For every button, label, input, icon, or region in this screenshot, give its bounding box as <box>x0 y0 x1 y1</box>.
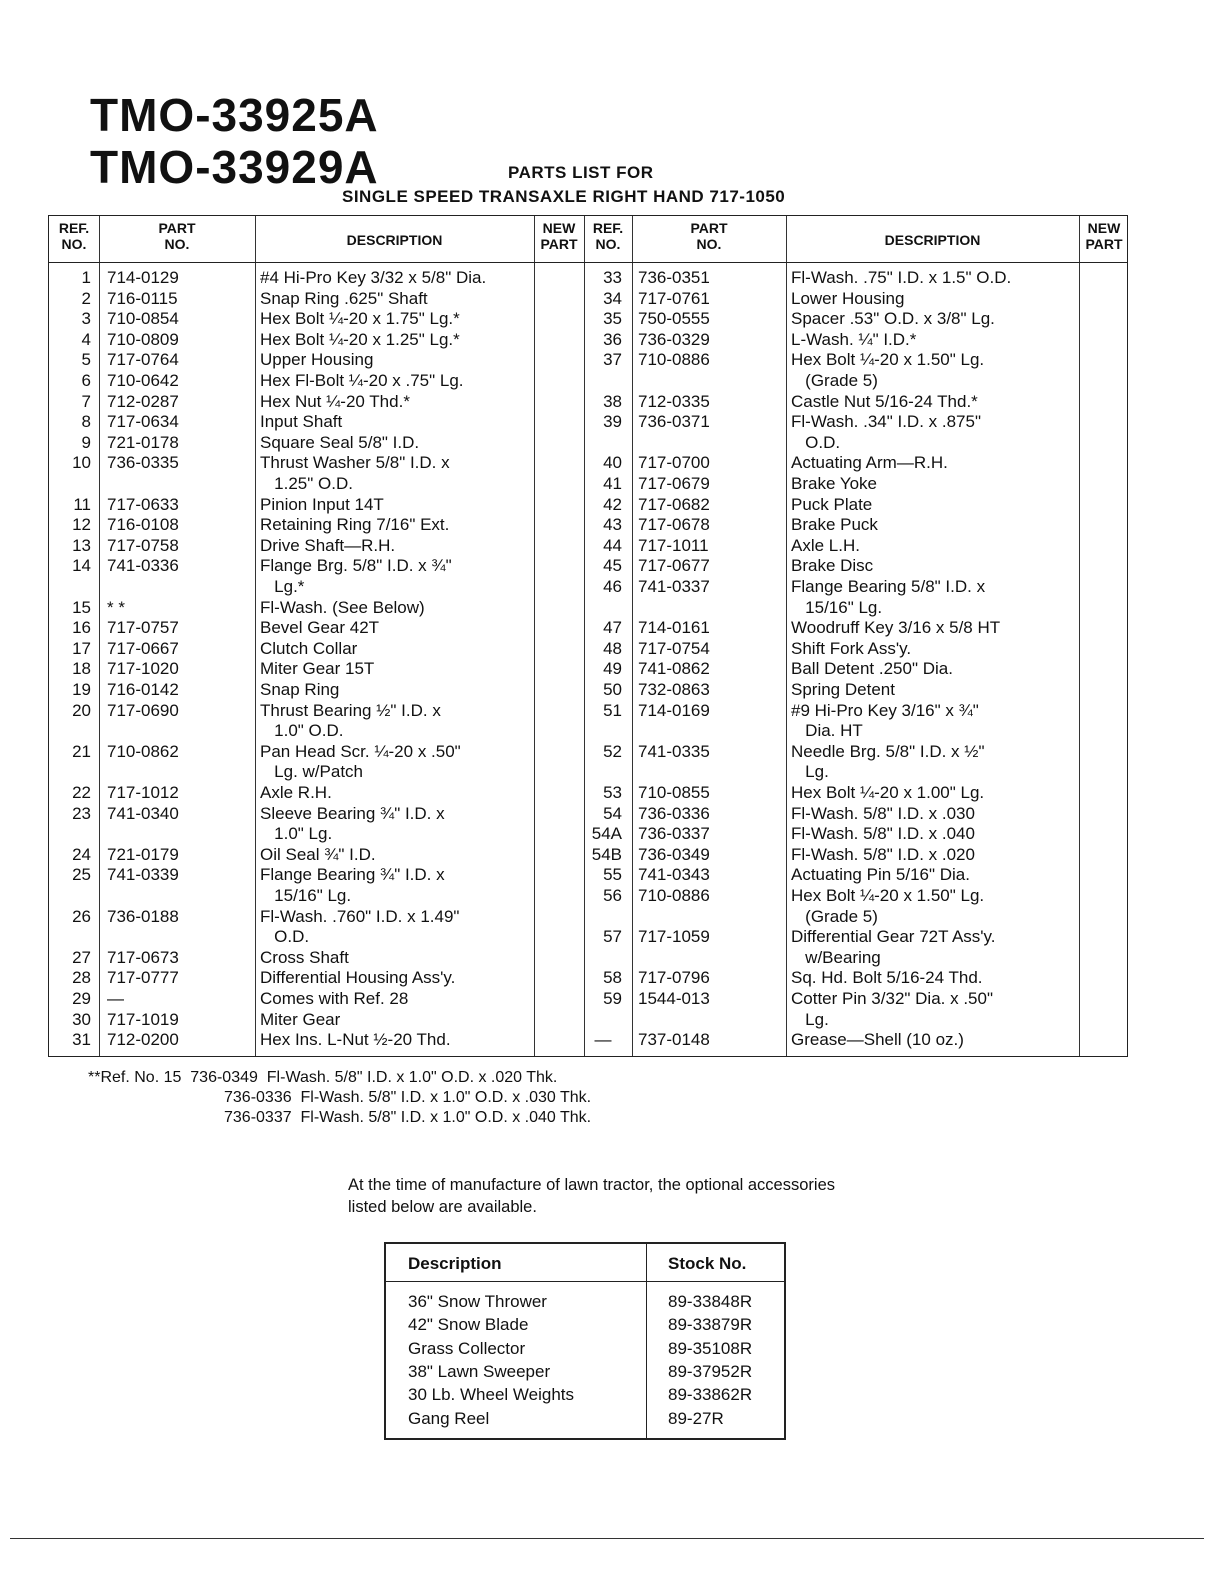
ref-no-cell: 20 <box>72 700 91 720</box>
part-no-cell: 717-0764 <box>107 350 179 370</box>
part-no-cell: 717-1059 <box>638 927 710 947</box>
ref-no-cell: 33 <box>603 268 622 287</box>
accessory-description: 36" Snow Thrower <box>408 1292 547 1311</box>
part-no-cell: 721-0178 <box>107 432 179 452</box>
part-no-cell: 736-0188 <box>107 906 179 926</box>
accessory-stock-no: 89-33848R <box>668 1292 753 1311</box>
ref-no-cell: 19 <box>72 680 91 699</box>
description-cell: Fl-Wash. .34" I.D. x .875" <box>791 412 981 432</box>
ref-no-cell: 15 <box>72 597 91 617</box>
parts-list-subtitle: PARTS LIST FOR <box>508 163 654 182</box>
header-description: DESCRIPTION <box>884 232 981 248</box>
ref-no-cell: 43 <box>603 515 622 535</box>
ref-no-cell: 54 <box>603 803 622 823</box>
description-cell: Cross Shaft <box>260 947 349 967</box>
ref-no-cell: 6 <box>81 371 91 390</box>
description-cell: Actuating Pin 5/16" Dia. <box>791 865 970 885</box>
column-divider <box>646 1244 647 1438</box>
ref-no-cell: 46 <box>603 577 622 596</box>
ref-no-cell: 28 <box>72 968 91 988</box>
description-cell: Brake Puck <box>791 515 878 535</box>
part-no-cell: 741-0343 <box>638 865 710 885</box>
footnote-line: 736-0336 Fl-Wash. 5/8" I.D. x 1.0" O.D. x .030 Thk. <box>224 1089 592 1106</box>
ref-no-cell: 55 <box>603 865 622 885</box>
ref-no-cell: 24 <box>72 844 91 864</box>
ref-no-cell: 34 <box>603 288 622 308</box>
ref-no-cell: 47 <box>603 618 622 638</box>
part-no-cell: 712-0287 <box>107 391 179 411</box>
description-cell: Cotter Pin 3/32" Dia. x .50" <box>791 989 993 1008</box>
part-no-cell: 716-0108 <box>107 515 179 535</box>
description-cell: Hex Fl-Bolt ¼-20 x .75" Lg. <box>260 371 464 390</box>
header-stock-no: Stock No. <box>668 1254 747 1273</box>
description-cell: Differential Housing Ass'y. <box>260 968 456 988</box>
accessory-description: 42" Snow Blade <box>408 1315 529 1335</box>
part-no-cell: 716-0115 <box>107 288 178 308</box>
ref-no-cell: 8 <box>81 412 91 432</box>
description-cell: 1.25" O.D. <box>260 474 353 493</box>
ref-no-cell: 58 <box>603 968 622 988</box>
description-cell: Fl-Wash. 5/8" I.D. x .020 <box>791 844 975 864</box>
description-cell: Woodruff Key 3/16 x 5/8 HT <box>791 618 1001 638</box>
description-cell: Fl-Wash. (See Below) <box>260 597 425 617</box>
description-cell: Differential Gear 72T Ass'y. <box>791 927 996 947</box>
description-cell: Square Seal 5/8" I.D. <box>260 432 420 452</box>
part-no-cell: 717-0690 <box>107 700 179 720</box>
ref-no-cell: 40 <box>603 453 622 473</box>
ref-no-cell: 14 <box>72 556 91 576</box>
ref-no-cell: 35 <box>603 309 622 329</box>
part-no-cell: 741-0340 <box>107 803 179 823</box>
ref-no-cell: 36 <box>603 329 622 349</box>
part-no-cell: 717-0679 <box>638 474 710 493</box>
part-no-cell: 717-0761 <box>638 288 710 308</box>
header-rule <box>386 1281 784 1282</box>
ref-no-cell: 2 <box>81 288 91 308</box>
ref-no-cell: 7 <box>81 391 91 411</box>
description-cell: L-Wash. ¼" I.D.* <box>791 329 917 349</box>
ref-no-cell: 49 <box>603 659 622 679</box>
accessories-intro: At the time of manufacture of lawn tractor, the optional accessories listed below are available. <box>348 1176 835 1216</box>
description-cell: Input Shaft <box>260 412 343 432</box>
part-no-cell: 717-0677 <box>638 556 710 576</box>
header-new-part: NEW PART <box>1085 220 1123 252</box>
model-title-2: TMO-33929A <box>90 141 379 193</box>
ref-no-cell: 5 <box>81 350 91 370</box>
description-cell: Hex Ins. L-Nut ½-20 Thd. <box>260 1030 451 1050</box>
ref-no-cell: 10 <box>72 453 91 473</box>
header-ref-no: REF. NO. <box>592 220 624 252</box>
description-cell: Shift Fork Ass'y. <box>791 638 912 658</box>
ref-no-cell: 41 <box>603 474 622 493</box>
ref-no-cell: 38 <box>603 391 622 411</box>
column-divider <box>534 216 535 1056</box>
ref-no-cell: 23 <box>72 803 91 823</box>
column-divider <box>1079 216 1080 1056</box>
description-cell: Flange Brg. 5/8" I.D. x ¾" <box>260 556 452 576</box>
description-cell: Fl-Wash. 5/8" I.D. x .040 <box>791 824 975 844</box>
ref-no-cell: 59 <box>603 989 622 1008</box>
part-no-cell: 736-0349 <box>638 844 710 864</box>
part-no-cell: 717-0678 <box>638 515 710 535</box>
accessory-stock-no: 89-27R <box>668 1408 724 1428</box>
description-cell: Pinion Input 14T <box>260 494 384 514</box>
header-new-part: NEW PART <box>540 220 578 252</box>
ref-no-cell: 57 <box>603 927 622 947</box>
part-no-cell: 710-0809 <box>107 329 179 349</box>
description-cell: 15/16" Lg. <box>260 886 352 905</box>
description-cell: Thrust Washer 5/8" I.D. x <box>260 453 450 473</box>
accessory-stock-no: 89-33879R <box>668 1315 753 1335</box>
ref-no-cell: 53 <box>603 783 622 802</box>
part-no-cell: 710-0642 <box>107 371 179 390</box>
parts-table <box>48 215 1128 1057</box>
header-part-no: PART NO. <box>690 220 728 252</box>
part-no-cell: 717-1020 <box>107 659 179 679</box>
column-divider <box>255 216 256 1056</box>
part-no-cell: 717-0758 <box>107 535 179 555</box>
part-no-cell: 732-0863 <box>638 680 710 699</box>
description-cell: 1.0" O.D. <box>260 721 344 741</box>
part-no-cell: 710-0886 <box>638 886 710 905</box>
description-cell: #4 Hi-Pro Key 3/32 x 5/8" Dia. <box>260 268 487 287</box>
ref-no-cell: 56 <box>603 886 622 905</box>
description-cell: Miter Gear <box>260 1009 341 1029</box>
description-cell: Fl-Wash. .760" I.D. x 1.49" <box>260 906 460 926</box>
ref-no-cell: 54B <box>591 844 622 864</box>
ref-no-cell: 17 <box>72 638 91 658</box>
description-cell: Fl-Wash. 5/8" I.D. x .030 <box>791 803 975 823</box>
ref-no-cell: 4 <box>81 329 91 349</box>
description-cell: Ball Detent .250" Dia. <box>791 659 953 679</box>
description-cell: #9 Hi-Pro Key 3/16" x ¾" <box>791 700 979 720</box>
description-cell: O.D. <box>260 927 310 947</box>
ref-no-cell: 21 <box>72 741 91 761</box>
description-cell: Lg. w/Patch <box>260 762 363 782</box>
description-cell: 1.0" Lg. <box>260 824 333 844</box>
ref-no-cell: 29 <box>72 989 91 1008</box>
ref-no-cell: 26 <box>72 906 91 926</box>
description-cell: Drive Shaft—R.H. <box>260 535 396 555</box>
part-no-cell: 736-0337 <box>638 824 710 844</box>
description-cell: Brake Disc <box>791 556 874 576</box>
part-no-cell: 717-1012 <box>107 783 179 802</box>
ref-no-cell: 39 <box>603 412 622 432</box>
accessory-stock-no: 89-37952R <box>668 1361 753 1381</box>
description-cell: Sq. Hd. Bolt 5/16-24 Thd. <box>791 968 983 988</box>
column-divider <box>99 216 100 1056</box>
ref-no-cell: 25 <box>72 865 91 885</box>
part-no-cell: 714-0161 <box>638 618 710 638</box>
accessory-stock-no: 89-33862R <box>668 1385 753 1405</box>
description-cell: Fl-Wash. .75" I.D. x 1.5" O.D. <box>791 268 1012 287</box>
header-part-no: PART NO. <box>158 220 196 252</box>
description-cell: Flange Bearing ¾" I.D. x <box>260 865 445 885</box>
ref-no-cell: 18 <box>72 659 91 679</box>
part-no-cell: 741-0862 <box>638 659 710 679</box>
description-cell: Axle L.H. <box>791 535 860 555</box>
part-no-cell: 716-0142 <box>107 680 179 699</box>
part-no-cell: 710-0862 <box>107 741 179 761</box>
description-cell: Thrust Bearing ½" I.D. x <box>260 700 441 720</box>
description-cell: Dia. HT <box>791 721 863 741</box>
part-no-cell: 717-0682 <box>638 494 710 514</box>
description-cell: Bevel Gear 42T <box>260 618 380 638</box>
ref-no-cell: — <box>594 1030 612 1050</box>
ref-no-cell: 48 <box>603 638 622 658</box>
ref-no-cell: 37 <box>603 350 622 370</box>
ref-no-cell: 12 <box>72 515 91 535</box>
accessory-description: Grass Collector <box>408 1338 526 1358</box>
header-rule <box>49 262 1127 263</box>
ref-no-cell: 3 <box>81 309 91 329</box>
part-no-cell: 737-0148 <box>638 1030 710 1050</box>
ref-no-cell: 44 <box>603 535 622 555</box>
description-cell: Lg. <box>791 762 829 782</box>
part-no-cell: 710-0854 <box>107 309 179 329</box>
ref-no-cell: 16 <box>72 618 91 638</box>
description-cell: Actuating Arm—R.H. <box>791 453 948 473</box>
ref-no-cell: 31 <box>72 1030 91 1050</box>
part-no-cell: 717-0754 <box>638 638 710 658</box>
part-no-cell: 741-0336 <box>107 556 179 576</box>
bottom-rule <box>10 1538 1204 1539</box>
accessory-description: Gang Reel <box>408 1408 490 1428</box>
part-no-cell: 741-0339 <box>107 865 179 885</box>
ref-no-cell: 13 <box>72 535 91 555</box>
accessory-description: 38" Lawn Sweeper <box>408 1361 551 1381</box>
accessory-stock-no: 89-35108R <box>668 1338 753 1358</box>
description-cell: Lg. <box>791 1009 829 1029</box>
description-cell: Grease—Shell (10 oz.) <box>791 1030 964 1050</box>
description-cell: Comes with Ref. 28 <box>260 989 409 1008</box>
transaxle-subtitle: SINGLE SPEED TRANSAXLE RIGHT HAND 717-1050 <box>342 187 786 206</box>
description-cell: Lower Housing <box>791 288 905 308</box>
part-no-cell: 712-0200 <box>107 1030 179 1050</box>
description-cell: O.D. <box>791 432 841 452</box>
part-no-cell: 741-0337 <box>638 577 710 596</box>
description-cell: Hex Bolt ¼-20 x 1.75" Lg.* <box>260 309 460 329</box>
footnote-line: **Ref. No. 15 736-0349 Fl-Wash. 5/8" I.D. x 1.0" O.D. x .020 Thk. <box>88 1069 558 1086</box>
part-no-cell: 741-0335 <box>638 741 710 761</box>
ref-no-cell: 52 <box>603 741 622 761</box>
description-cell: Hex Bolt ¼-20 x 1.50" Lg. <box>791 886 985 905</box>
part-no-cell: 710-0886 <box>638 350 710 370</box>
description-cell: Hex Nut ¼-20 Thd.* <box>260 391 410 411</box>
description-cell: Flange Bearing 5/8" I.D. x <box>791 577 986 596</box>
description-cell: Hex Bolt ¼-20 x 1.00" Lg. <box>791 783 985 802</box>
part-no-cell: 1544-013 <box>638 989 710 1008</box>
ref-no-cell: 11 <box>73 494 91 514</box>
description-cell: (Grade 5) <box>791 371 878 390</box>
ref-no-cell: 27 <box>72 947 91 967</box>
model-title-1: TMO-33925A <box>90 89 379 141</box>
description-cell: Snap Ring .625" Shaft <box>260 288 428 308</box>
description-cell: Hex Bolt ¼-20 x 1.25" Lg.* <box>260 329 460 349</box>
part-no-cell: 714-0169 <box>638 700 710 720</box>
part-no-cell: 710-0855 <box>638 783 710 802</box>
part-no-cell: 717-0757 <box>107 618 179 638</box>
description-cell: Castle Nut 5/16-24 Thd.* <box>791 391 978 411</box>
description-cell: Upper Housing <box>260 350 374 370</box>
description-cell: Miter Gear 15T <box>260 659 375 679</box>
part-no-cell: 717-0673 <box>107 947 179 967</box>
header-ref-no: REF. NO. <box>58 220 90 252</box>
part-no-cell: 736-0351 <box>638 268 710 287</box>
part-no-cell: 714-0129 <box>107 268 179 287</box>
header-description: Description <box>408 1254 502 1273</box>
part-no-cell: 717-0700 <box>638 453 710 473</box>
ref-no-cell: 50 <box>603 680 622 699</box>
ref-no-cell: 42 <box>603 494 622 514</box>
description-cell: 15/16" Lg. <box>791 597 883 617</box>
column-divider <box>632 216 633 1056</box>
description-cell: Sleeve Bearing ¾" I.D. x <box>260 803 445 823</box>
ref-no-cell: 51 <box>603 700 622 720</box>
description-cell: Retaining Ring 7/16" Ext. <box>260 515 450 535</box>
part-no-cell: 736-0371 <box>638 412 710 432</box>
part-no-cell: 721-0179 <box>107 844 179 864</box>
ref-no-cell: 22 <box>72 783 91 802</box>
description-cell: Hex Bolt ¼-20 x 1.50" Lg. <box>791 350 985 370</box>
part-no-cell: * * <box>107 597 125 617</box>
part-no-cell: 717-0777 <box>107 968 179 988</box>
part-no-cell: 717-1011 <box>638 535 709 555</box>
footnote-line: 736-0337 Fl-Wash. 5/8" I.D. x 1.0" O.D. x .040 Thk. <box>224 1109 592 1126</box>
accessory-description: 30 Lb. Wheel Weights <box>408 1385 574 1405</box>
header-description: DESCRIPTION <box>346 232 443 248</box>
part-no-cell: 736-0329 <box>638 329 710 349</box>
description-cell: Spring Detent <box>791 680 895 699</box>
description-cell: Lg.* <box>260 577 305 596</box>
ref-no-cell: 45 <box>603 556 622 576</box>
description-cell: Snap Ring <box>260 680 340 699</box>
description-cell: Needle Brg. 5/8" I.D. x ½" <box>791 741 985 761</box>
description-cell: Puck Plate <box>791 494 873 514</box>
description-cell: w/Bearing <box>791 947 881 967</box>
description-cell: (Grade 5) <box>791 906 878 926</box>
description-cell: Clutch Collar <box>260 638 358 658</box>
part-no-cell: 717-0796 <box>638 968 710 988</box>
part-no-cell: — <box>107 989 124 1008</box>
column-divider <box>786 216 787 1056</box>
part-no-cell: 717-0667 <box>107 638 179 658</box>
part-no-cell: 712-0335 <box>638 391 710 411</box>
description-cell: Pan Head Scr. ¼-20 x .50" <box>260 741 461 761</box>
part-no-cell: 717-0633 <box>107 494 179 514</box>
description-cell: Spacer .53" O.D. x 3/8" Lg. <box>791 309 995 329</box>
part-no-cell: 717-0634 <box>107 412 179 432</box>
part-no-cell: 736-0335 <box>107 453 179 473</box>
description-cell: Brake Yoke <box>791 474 878 493</box>
part-no-cell: 717-1019 <box>107 1009 179 1029</box>
part-no-cell: 750-0555 <box>638 309 710 329</box>
ref-no-cell: 1 <box>81 268 91 287</box>
ref-no-cell: 30 <box>72 1009 91 1029</box>
accessories-table <box>384 1242 786 1440</box>
description-cell: Oil Seal ¾" I.D. <box>260 844 376 864</box>
ref-no-cell: 54A <box>591 824 622 844</box>
ref-no-cell: 9 <box>81 432 91 452</box>
part-no-cell: 736-0336 <box>638 803 710 823</box>
description-cell: Axle R.H. <box>260 783 332 802</box>
